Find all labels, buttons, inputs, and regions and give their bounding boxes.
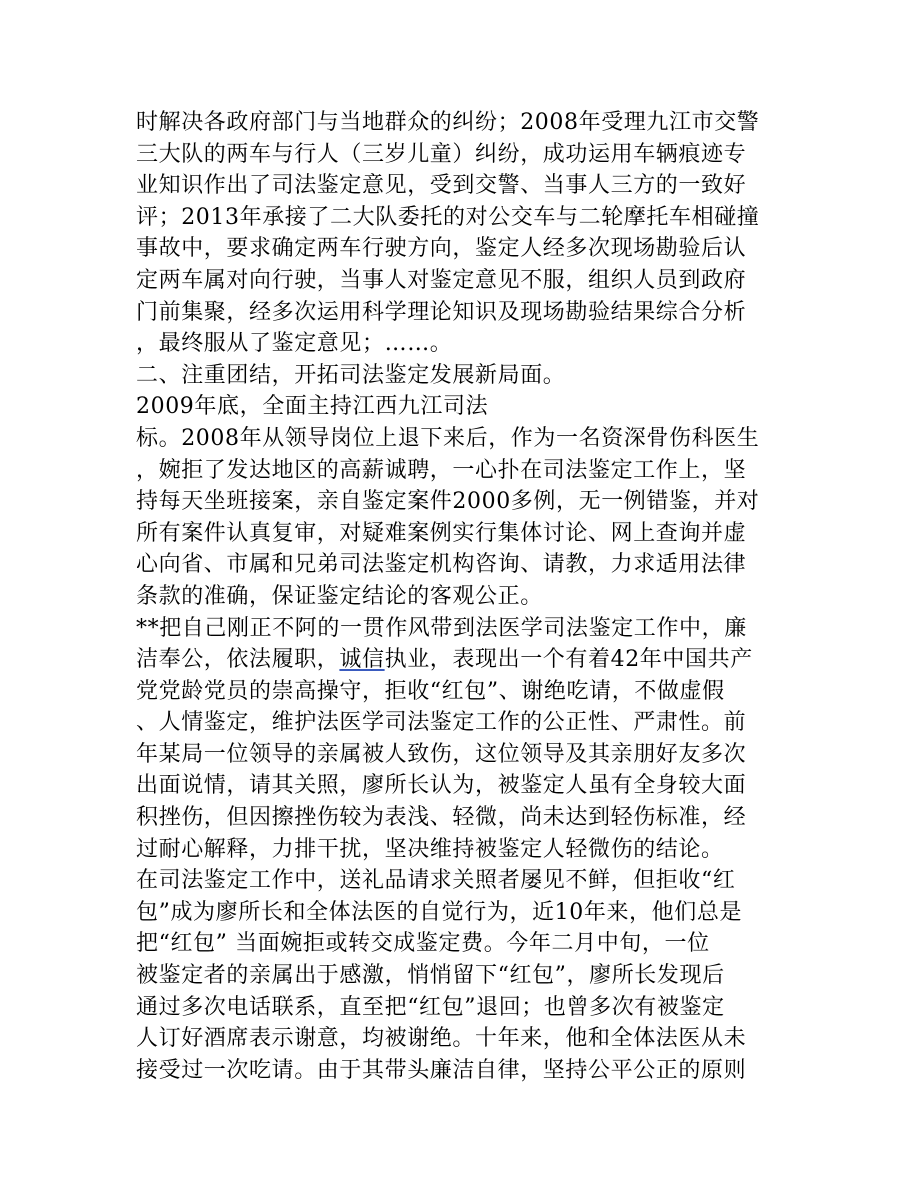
- text-line: 定两车属对向行驶，当事人对鉴定意见不服，组织人员到政府: [136, 267, 747, 293]
- text-line: 2009年底，全面主持江西九江司法: [136, 394, 489, 420]
- text-line: 出面说情，请其关照，廖所长认为，被鉴定人虽有全身较大面: [136, 773, 747, 799]
- text-fragment: 执业，表现出一个有着42年中国共产: [384, 647, 753, 673]
- integrity-link[interactable]: 诚信: [339, 647, 385, 673]
- text-line: 所有案件认真复审，对疑难案例实行集体讨论、网上查询并虚: [136, 520, 747, 546]
- section-heading: 二、注重团结，开拓司法鉴定发展新局面。: [136, 362, 566, 388]
- text-line: 通过多次电话联系，直至把“红包”退回；也曾多次有被鉴定: [136, 994, 725, 1020]
- text-fragment: 洁奉公，依法履职，: [136, 647, 340, 673]
- text-line: 被鉴定者的亲属出于感激，悄悄留下“红包”，廖所长发现后: [136, 963, 725, 989]
- text-line: 在司法鉴定工作中，送礼品请求关照者屡见不鲜，但拒收“红: [136, 868, 736, 894]
- text-line: 年某局一位领导的亲属被人致伤，这位领导及其亲朋好友多次: [136, 741, 747, 767]
- text-line: 积挫伤，但因擦挫伤较为表浅、轻微，尚未达到轻伤标准，经: [136, 805, 747, 831]
- text-line: 持每天坐班接案，亲自鉴定案件2000多例，无一例错鉴，并对: [136, 489, 760, 515]
- body-text: [136, 107, 796, 1086]
- text-line: 人订好酒席表示谢意，均被谢绝。十年来，他和全体法医从未: [136, 1026, 747, 1052]
- text-line: 过耐心解释，力排干扰，坚决维持被鉴定人轻微伤的结论。: [136, 836, 724, 862]
- text-line: 接受过一次吃请。由于其带头廉洁自律，坚持公平公正的原则: [136, 1057, 747, 1083]
- text-line: 事故中，要求确定两车行驶方向，鉴定人经多次现场勘验后认: [136, 236, 747, 262]
- text-line: 三大队的两车与行人（三岁儿童）纠纷，成功运用车辆痕迹专: [136, 141, 747, 167]
- text-line: **把自己刚正不阿的一贯作风带到法医学司法鉴定工作中，廉: [136, 615, 747, 641]
- text-line: 评；2013年承接了二大队委托的对公交车与二轮摩托车相碰撞: [136, 204, 760, 230]
- text-line: ，最终服从了鉴定意见；……。: [136, 331, 453, 357]
- text-line: 党党龄党员的崇高操守，拒收“红包”、谢绝吃请，不做虚假: [136, 678, 725, 704]
- text-line: 业知识作出了司法鉴定意见，受到交警、当事人三方的一致好: [136, 173, 747, 199]
- text-line: 心向省、市属和兄弟司法鉴定机构咨询、请教，力求适用法律: [136, 552, 747, 578]
- text-line: 门前集聚，经多次运用科学理论知识及现场勘验结果综合分析: [136, 299, 747, 325]
- text-line: [136, 644, 796, 676]
- text-line: ，婉拒了发达地区的高薪诚聘，一心扑在司法鉴定工作上，坚: [136, 457, 747, 483]
- text-line: 标。2008年从领导岗位上退下来后，作为一名资深骨伤科医生: [136, 425, 760, 451]
- text-line: 把“红包” 当面婉拒或转交成鉴定费。今年二月中旬，一位: [136, 931, 710, 957]
- text-line: 条款的准确，保证鉴定结论的客观公正。: [136, 583, 543, 609]
- text-line: 、人情鉴定，维护法医学司法鉴定工作的公正性、严肃性。前: [136, 710, 747, 736]
- text-line: 时解决各政府部门与当地群众的纠纷；2008年受理九江市交警: [136, 110, 760, 135]
- text-line: 包”成为廖所长和全体法医的自觉行为，近10年来，他们总是: [136, 899, 743, 925]
